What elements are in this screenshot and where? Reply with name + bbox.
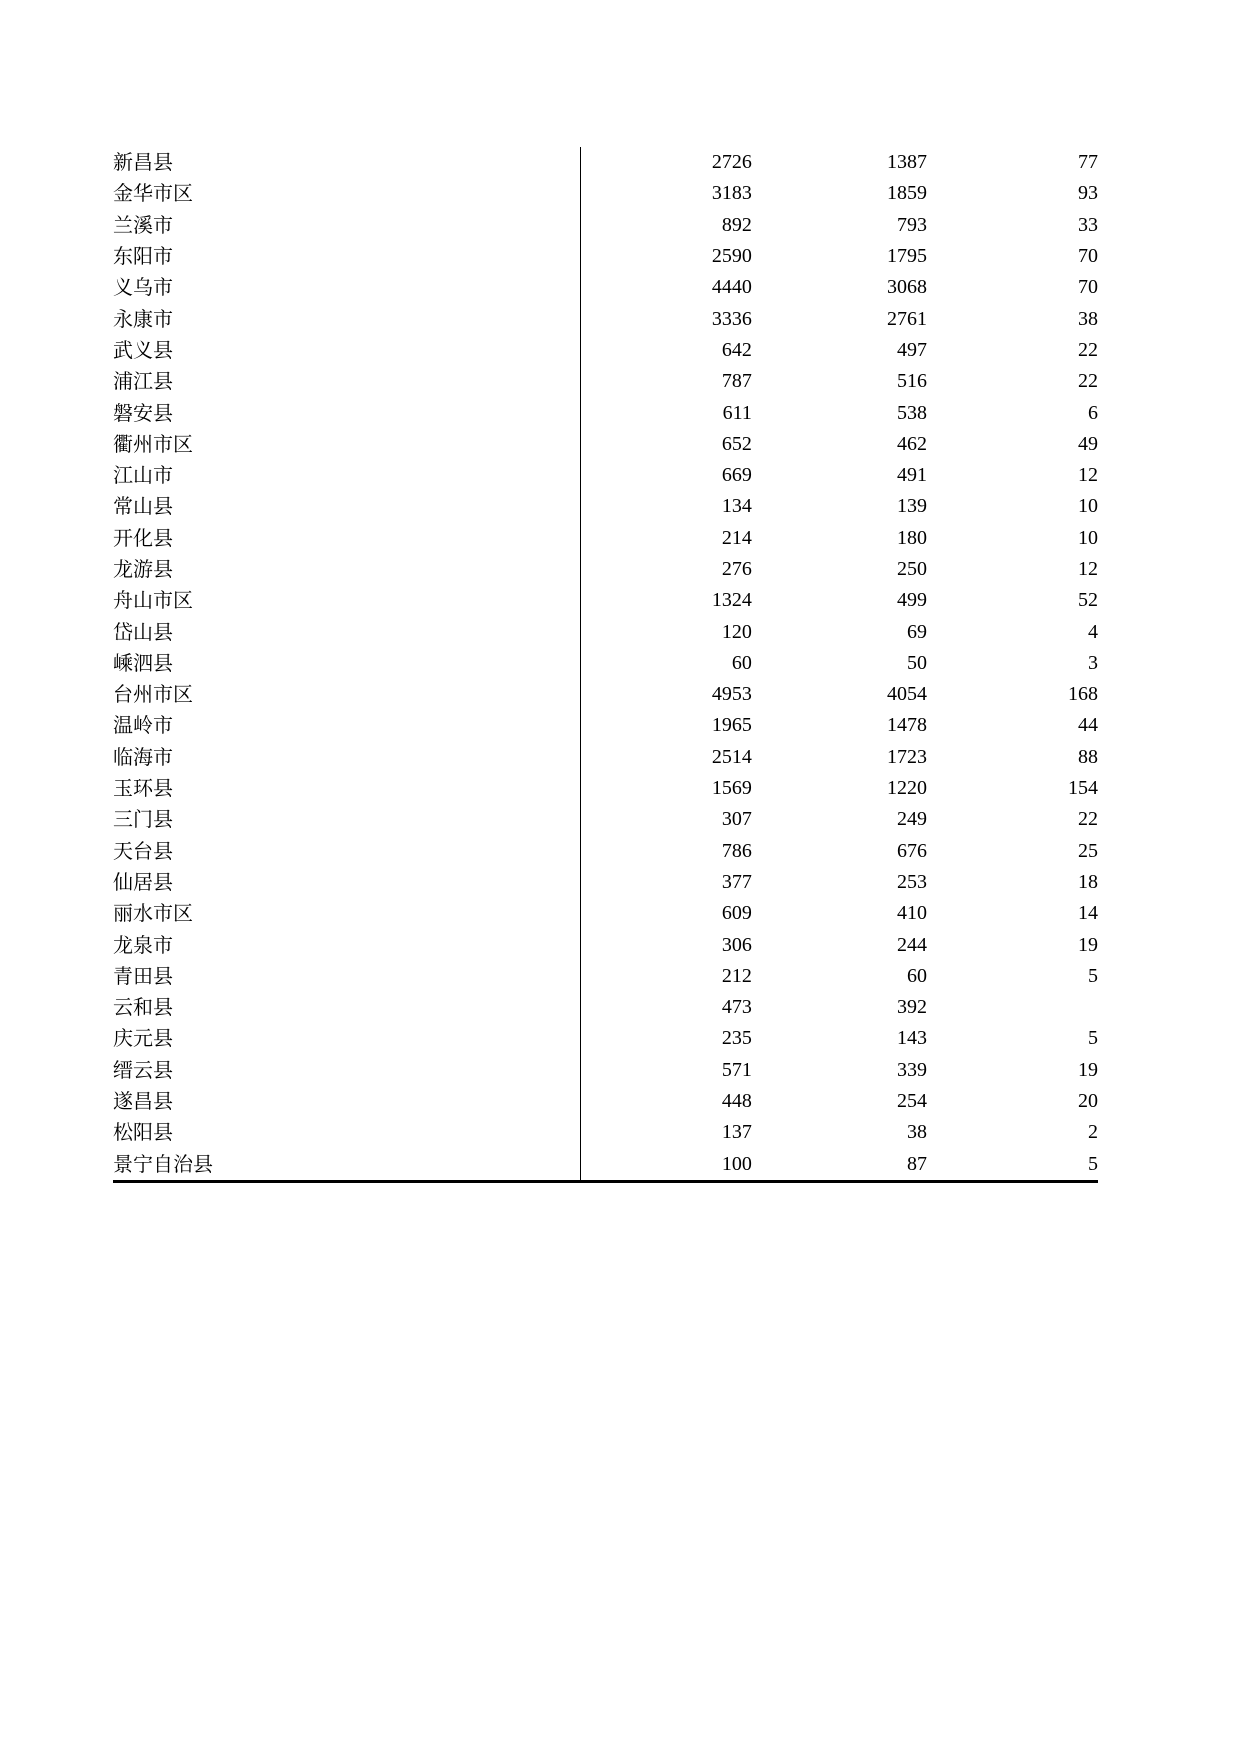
value-3-cell: 12 xyxy=(1078,464,1098,487)
value-1-cell: 1569 xyxy=(711,777,752,800)
value-2-cell: 60 xyxy=(906,964,927,987)
value-3-cell: 93 xyxy=(1078,182,1098,205)
value-2-cell: 249 xyxy=(896,808,927,831)
table-row xyxy=(113,710,1098,741)
value-1-cell: 571 xyxy=(721,1058,752,1081)
table-row xyxy=(113,335,1098,366)
region-name-cell: 江山市 xyxy=(113,460,580,491)
value-3-cell: 5 xyxy=(1088,964,1098,987)
table-row xyxy=(113,679,1098,710)
region-name-cell: 缙云县 xyxy=(113,1055,580,1086)
region-name-cell: 东阳市 xyxy=(113,241,580,272)
value-3-cell: 33 xyxy=(1078,213,1098,236)
value-2-cell: 3068 xyxy=(886,276,927,299)
value-2-cell: 497 xyxy=(896,338,927,361)
value-3-cell: 14 xyxy=(1078,902,1098,925)
value-3-cell: 5 xyxy=(1088,1027,1098,1050)
value-1-cell: 60 xyxy=(731,651,752,674)
region-name-cell: 丽水市区 xyxy=(113,898,580,929)
value-3-cell: 19 xyxy=(1078,1058,1098,1081)
value-3-cell: 10 xyxy=(1078,495,1098,518)
table-row xyxy=(113,397,1098,428)
value-3-cell: 22 xyxy=(1078,370,1098,393)
value-3-cell: 18 xyxy=(1078,870,1098,893)
value-2-cell: 139 xyxy=(896,495,927,518)
region-name-cell: 庆元县 xyxy=(113,1023,580,1054)
value-1-cell: 669 xyxy=(721,464,752,487)
value-2-cell: 499 xyxy=(896,589,927,612)
value-3-cell: 70 xyxy=(1078,276,1098,299)
value-2-cell: 676 xyxy=(896,839,927,862)
table-row xyxy=(113,616,1098,647)
value-1-cell: 2590 xyxy=(711,245,752,268)
value-3-cell: 2 xyxy=(1088,1121,1098,1144)
value-2-cell: 516 xyxy=(896,370,927,393)
region-name-cell: 温岭市 xyxy=(113,710,580,741)
value-1-cell: 642 xyxy=(721,338,752,361)
value-2-cell: 1220 xyxy=(886,777,927,800)
value-1-cell: 1965 xyxy=(711,714,752,737)
table-row xyxy=(113,804,1098,835)
value-2-cell: 2761 xyxy=(886,307,927,330)
value-3-cell: 77 xyxy=(1078,151,1098,174)
region-name-cell: 浦江县 xyxy=(113,366,580,397)
value-2-cell: 1859 xyxy=(886,182,927,205)
value-1-cell: 307 xyxy=(721,808,752,831)
table-row xyxy=(113,648,1098,679)
region-name-cell: 松阳县 xyxy=(113,1117,580,1148)
value-2-cell: 339 xyxy=(896,1058,927,1081)
table-row xyxy=(113,460,1098,491)
region-name-cell: 临海市 xyxy=(113,742,580,773)
value-1-cell: 377 xyxy=(721,870,752,893)
value-2-cell: 1478 xyxy=(886,714,927,737)
region-name-cell: 天台县 xyxy=(113,836,580,867)
value-3-cell xyxy=(927,992,1098,1023)
value-2-cell: 4054 xyxy=(886,683,927,706)
value-1-cell: 134 xyxy=(721,495,752,518)
table-row xyxy=(113,867,1098,898)
value-3-cell: 168 xyxy=(1068,683,1098,706)
value-1-cell: 473 xyxy=(721,996,752,1019)
value-2-cell: 180 xyxy=(896,526,927,549)
value-2-cell: 491 xyxy=(896,464,927,487)
value-2-cell: 38 xyxy=(906,1121,927,1144)
region-name-cell: 永康市 xyxy=(113,303,580,334)
value-3-cell: 22 xyxy=(1078,338,1098,361)
value-3-cell: 10 xyxy=(1078,526,1098,549)
value-2-cell: 410 xyxy=(896,902,927,925)
value-2-cell: 250 xyxy=(896,558,927,580)
data-table-container xyxy=(113,147,1098,1183)
table-row xyxy=(113,1149,1098,1182)
value-1-cell: 2514 xyxy=(711,745,752,768)
region-name-cell: 台州市区 xyxy=(113,679,580,710)
value-3-cell: 22 xyxy=(1078,808,1098,831)
table-row xyxy=(113,491,1098,522)
table-row xyxy=(113,898,1098,929)
value-2-cell: 143 xyxy=(896,1027,927,1050)
value-1-cell: 3183 xyxy=(711,182,752,205)
region-name-cell: 义乌市 xyxy=(113,272,580,303)
region-name-cell: 青田县 xyxy=(113,961,580,992)
value-1-cell: 787 xyxy=(721,370,752,393)
value-2-cell: 1723 xyxy=(886,745,927,768)
region-name-cell: 玉环县 xyxy=(113,773,580,804)
value-1-cell: 892 xyxy=(721,213,752,236)
value-1-cell: 786 xyxy=(721,839,752,862)
value-2-cell: 462 xyxy=(896,432,927,455)
value-3-cell: 4 xyxy=(1088,620,1098,643)
value-1-cell: 1324 xyxy=(711,589,752,612)
value-3-cell: 5 xyxy=(927,1149,1098,1182)
value-2-cell: 87 xyxy=(752,1149,927,1182)
value-3-cell: 19 xyxy=(1078,933,1098,956)
table-row xyxy=(113,523,1098,554)
region-name-cell: 嵊泗县 xyxy=(113,648,580,679)
region-name-cell: 三门县 xyxy=(113,804,580,835)
value-1-cell: 137 xyxy=(721,1121,752,1144)
value-2-cell: 1387 xyxy=(886,151,927,174)
county-statistics-table xyxy=(113,147,1098,1183)
value-1-cell: 652 xyxy=(721,432,752,455)
region-name-cell: 兰溪市 xyxy=(113,210,580,241)
region-name-cell: 舟山市区 xyxy=(113,585,580,616)
region-name-cell: 常山县 xyxy=(113,491,580,522)
value-1-cell: 212 xyxy=(721,964,752,987)
value-1-cell: 214 xyxy=(721,526,752,549)
region-name-cell: 武义县 xyxy=(113,335,580,366)
region-name-cell: 金华市区 xyxy=(113,178,580,209)
value-1-cell: 4953 xyxy=(711,683,752,706)
value-1-cell: 120 xyxy=(721,620,752,643)
table-row xyxy=(113,554,1098,585)
region-name-cell: 磐安县 xyxy=(113,397,580,428)
value-3-cell: 52 xyxy=(1078,589,1098,612)
region-name-cell: 龙泉市 xyxy=(113,929,580,960)
value-2-cell: 244 xyxy=(896,933,927,956)
value-1-cell: 235 xyxy=(721,1027,752,1050)
value-2-cell: 69 xyxy=(906,620,927,643)
table-row xyxy=(113,585,1098,616)
value-3-cell: 3 xyxy=(1088,651,1098,674)
value-2-cell: 254 xyxy=(896,1090,927,1113)
table-row xyxy=(113,1117,1098,1148)
region-name-cell: 云和县 xyxy=(113,992,580,1023)
value-2-cell: 392 xyxy=(896,996,927,1019)
table-body xyxy=(113,147,1098,1181)
value-3-cell: 38 xyxy=(1078,307,1098,330)
table-row xyxy=(113,241,1098,272)
value-3-cell: 88 xyxy=(1078,745,1098,768)
value-3-cell: 12 xyxy=(1078,558,1098,580)
table-row xyxy=(113,178,1098,209)
region-name-cell: 岱山县 xyxy=(113,616,580,647)
value-1-cell: 306 xyxy=(721,933,752,956)
table-row xyxy=(113,1086,1098,1117)
value-3-cell: 6 xyxy=(1088,401,1098,424)
table-row xyxy=(113,366,1098,397)
table-row xyxy=(113,742,1098,773)
value-2-cell: 538 xyxy=(896,401,927,424)
region-name-cell: 新昌县 xyxy=(113,147,580,178)
value-3-cell: 25 xyxy=(1078,839,1098,862)
region-name-cell: 开化县 xyxy=(113,523,580,554)
region-name-cell: 衢州市区 xyxy=(113,429,580,460)
value-1-cell: 448 xyxy=(721,1090,752,1113)
value-3-cell: 44 xyxy=(1078,714,1098,737)
table-row xyxy=(113,272,1098,303)
value-1-cell: 4440 xyxy=(711,276,752,299)
region-name-cell: 景宁自治县 xyxy=(113,1149,580,1182)
table-row xyxy=(113,303,1098,334)
value-3-cell: 154 xyxy=(1068,777,1098,800)
region-name-cell: 遂昌县 xyxy=(113,1086,580,1117)
value-3-cell: 20 xyxy=(1078,1090,1098,1113)
table-row xyxy=(113,1023,1098,1054)
value-2-cell: 253 xyxy=(896,870,927,893)
table-row xyxy=(113,1055,1098,1086)
value-1-cell: 2726 xyxy=(711,151,752,174)
table-row xyxy=(113,836,1098,867)
region-name-cell: 仙居县 xyxy=(113,867,580,898)
table-row xyxy=(113,429,1098,460)
value-1-cell: 611 xyxy=(722,401,752,424)
table-row xyxy=(113,773,1098,804)
value-2-cell: 50 xyxy=(906,651,927,674)
table-row xyxy=(113,210,1098,241)
value-1-cell: 100 xyxy=(580,1149,752,1182)
region-name-cell: 龙游县 xyxy=(113,554,580,585)
value-1-cell: 276 xyxy=(721,558,752,580)
table-row xyxy=(113,929,1098,960)
table-row xyxy=(113,147,1098,178)
table-row xyxy=(113,961,1098,992)
value-1-cell: 609 xyxy=(721,902,752,925)
value-3-cell: 70 xyxy=(1078,245,1098,268)
value-3-cell: 49 xyxy=(1078,432,1098,455)
table-row xyxy=(113,992,1098,1023)
value-2-cell: 793 xyxy=(896,213,927,236)
value-1-cell: 3336 xyxy=(711,307,752,330)
value-2-cell: 1795 xyxy=(886,245,927,268)
